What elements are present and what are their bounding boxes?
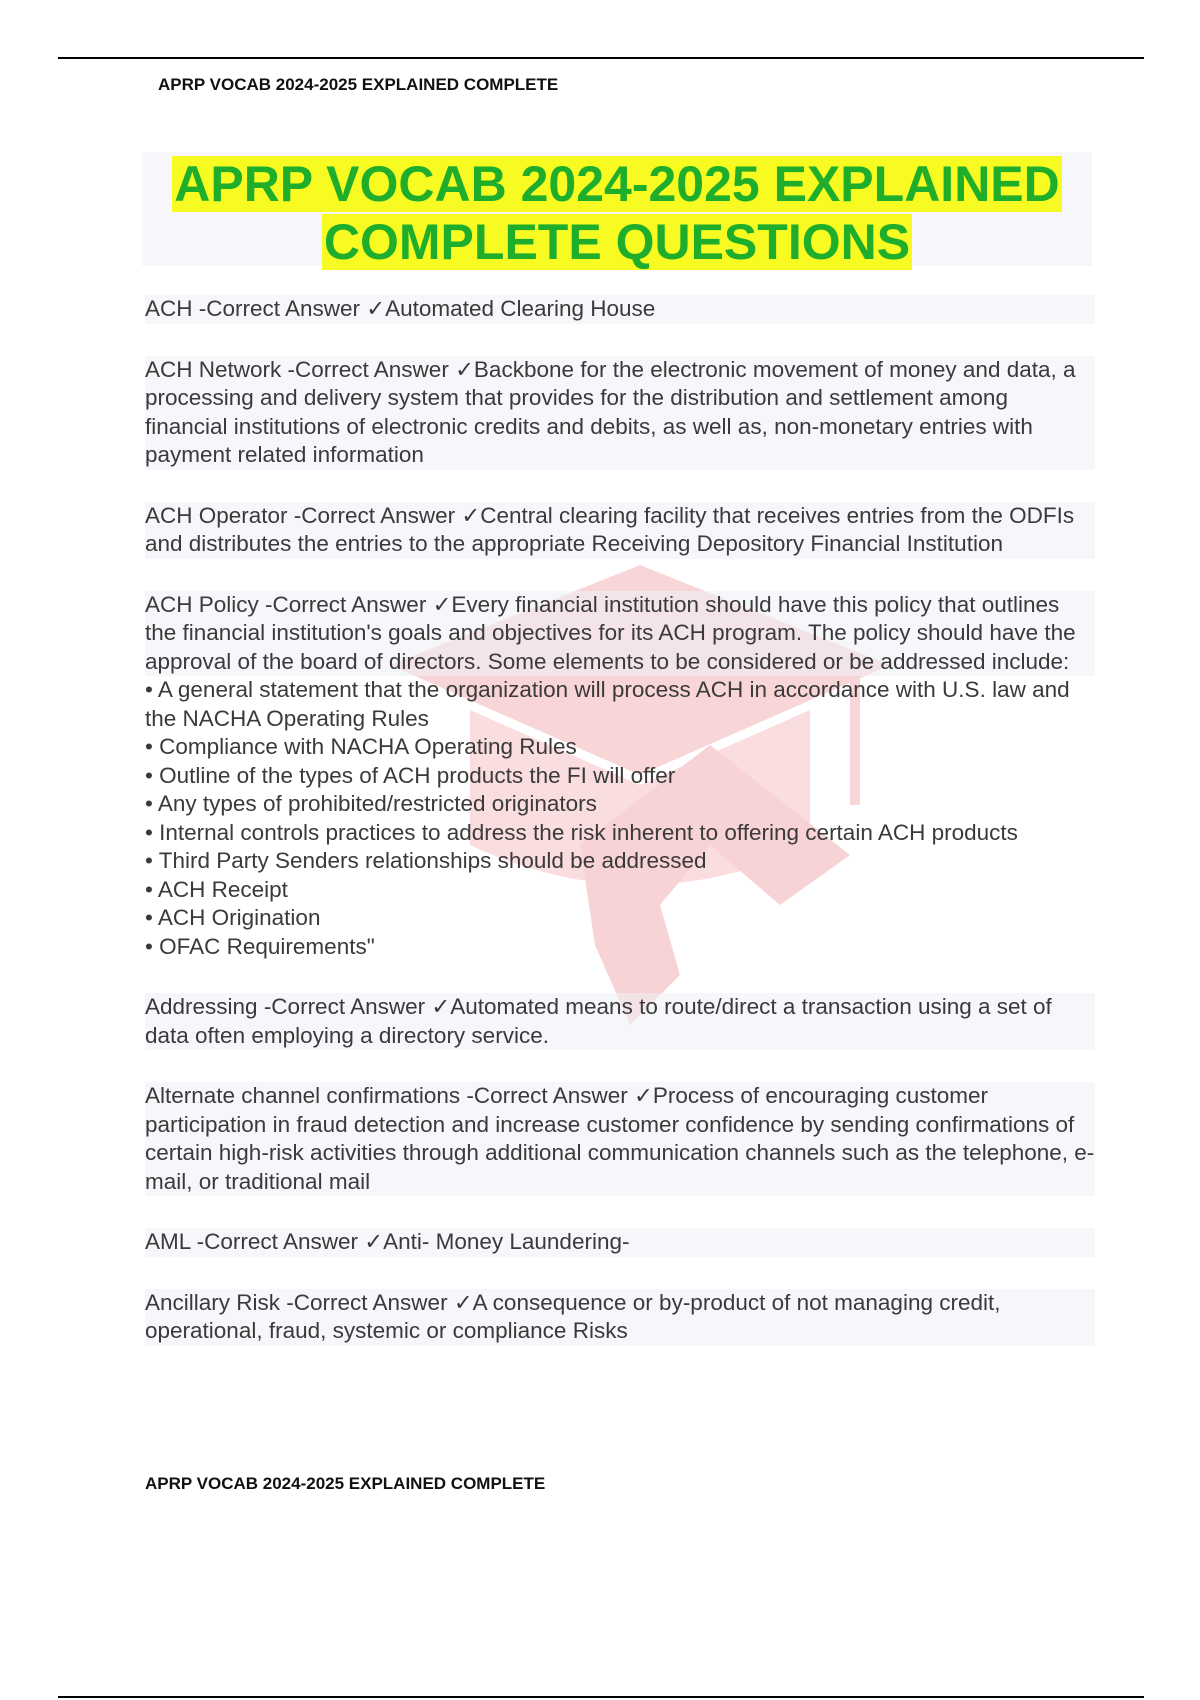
top-rule [58,57,1144,59]
entry-text: AML -Correct Answer ✓Anti- Money Laundering- [145,1228,1095,1257]
title-line-2: COMPLETE QUESTIONS [323,214,911,270]
policy-bullet-list [145,676,1095,961]
entry-text: ACH Policy -Correct Answer ✓Every financial institution should have this policy that outlines the financial institution's goals and objectives for its ACH program. The policy should have the approval of the board of directors. Some elements to be considered or be addressed include: [145,591,1095,677]
title-box [142,152,1092,270]
bullet-item: • Compliance with NACHA Operating Rules [145,734,577,759]
bullet-item: • ACH Origination [145,905,321,930]
entry-text: Addressing -Correct Answer ✓Automated means to route/direct a transaction using a set of data often employing a directory service. [145,993,1095,1050]
bottom-rule [58,1696,1144,1698]
entry-text: ACH -Correct Answer ✓Automated Clearing House [145,295,1095,324]
bullet-item: • Third Party Senders relationships should be addressed [145,848,707,873]
entry-ach [145,295,1095,324]
entry-text: ACH Operator -Correct Answer ✓Central clearing facility that receives entries from the ODFIs and distributes the entries to the appropriate Receiving Depository Financial Institution [145,502,1095,559]
bullet-item: • OFAC Requirements" [145,933,375,959]
running-header: APRP VOCAB 2024-2025 EXPLAINED COMPLETE [158,75,559,94]
entry-ach-policy [145,591,1095,962]
entry-ach-network [145,356,1095,470]
bullet-item: • Internal controls practices to address the risk inherent to offering certain ACH products [145,819,1018,845]
entry-addressing [145,993,1095,1050]
vocab-entries [145,295,1095,1378]
bullet-item: • Any types of prohibited/restricted originators [145,791,597,816]
bullet-item: • Outline of the types of ACH products the FI will offer [145,762,676,788]
entry-text: Ancillary Risk -Correct Answer ✓A consequence or by-product of not managing credit, operational, fraud, systemic or compliance Risks [145,1289,1095,1346]
entry-ach-operator [145,502,1095,559]
running-footer: APRP VOCAB 2024-2025 EXPLAINED COMPLETE [145,1474,546,1493]
entry-text: Alternate channel confirmations -Correct Answer ✓Process of encouraging customer participation in fraud detection and increase customer confidence by sending confirmations of certain high-risk activities through additional communication channels such as the telephone, e-mail, or traditional mail [145,1082,1095,1196]
entry-aml [145,1228,1095,1257]
entry-text: ACH Network -Correct Answer ✓Backbone for the electronic movement of money and data, a processing and delivery system that provides for the distribution and settlement among financial institutions of electronic credits and debits, as well as, non-monetary entries with payment related information [145,356,1095,470]
document-title [142,152,1092,271]
entry-ancillary-risk [145,1289,1095,1346]
bullet-item: • ACH Receipt [145,876,288,902]
entry-alternate-channel-confirmations [145,1082,1095,1196]
bullet-item: • A general statement that the organization will process ACH in accordance with U.S. law and the NACHA Operating Rules [145,677,1070,731]
title-line-1: APRP VOCAB 2024-2025 EXPLAINED [174,156,1060,212]
